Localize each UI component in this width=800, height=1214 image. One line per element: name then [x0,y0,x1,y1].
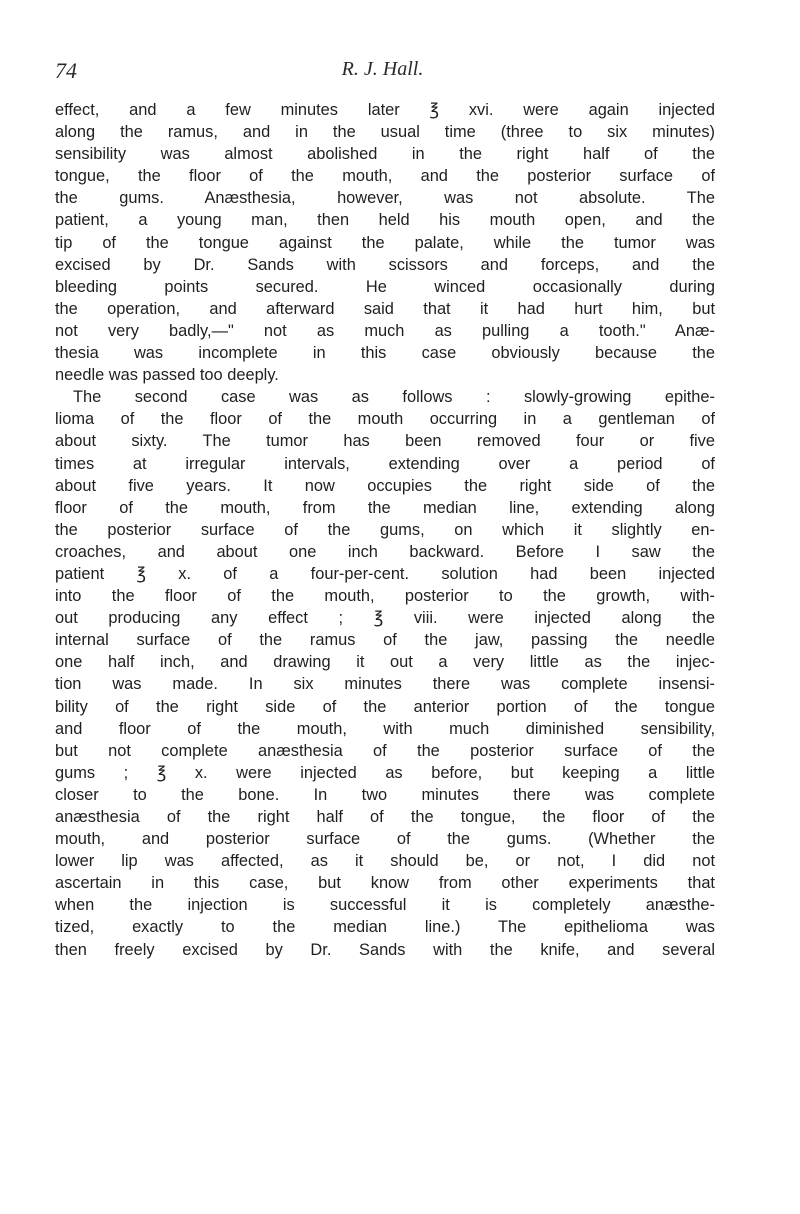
text-line: lioma of the floor of the mouth occurring in a gentleman of [55,410,715,429]
page-number: 74 [55,58,77,83]
text-line: patient ℥ x. of a four-per-cent. solution had been injected [55,564,715,583]
text-line: mouth, and posterior surface of the gums. (Whether the [55,830,715,849]
text-line: tized, exactly to the median line.) The epithelioma was [55,918,715,937]
text-line: not very badly,—" not as much as pulling a tooth." Anæ- [55,321,715,340]
text-line: needle was passed too deeply. [55,366,279,385]
text-line: gums ; ℥ x. were injected as before, but keeping a little [55,763,715,782]
text-line: about five years. It now occupies the right side of the [55,476,715,495]
text-line: tip of the tongue against the palate, while the tumor was [55,233,715,252]
text-line: the gums. Anæsthesia, however, was not absolute. The [55,189,715,208]
body-text [55,99,715,961]
text-line: about sixty. The tumor has been removed four or five [55,432,715,451]
running-head: R. J. Hall. [341,58,424,80]
text-line: floor of the mouth, from the median line, extending along [55,498,715,517]
text-line: the posterior surface of the gums, on which it slightly en- [55,520,715,539]
text-line: bility of the right side of the anterior portion of the tongue [55,697,715,716]
text-line: when the injection is successful it is completely anæsthe- [55,896,715,915]
text-line: closer to the bone. In two minutes there was complete [55,785,715,804]
text-line: lower lip was affected, as it should be, or not, I did not [55,852,715,871]
text-line: croaches, and about one inch backward. Before I saw the [55,542,715,561]
text-line: thesia was incomplete in this case obviously because the [55,344,715,363]
text-line: patient, a young man, then held his mouth open, and the [55,211,715,230]
text-line: sensibility was almost abolished in the right half of the [55,145,715,164]
text-line: and floor of the mouth, with much diminished sensibility, [55,719,715,738]
page-header [55,58,710,88]
text-line: tongue, the floor of the mouth, and the posterior surface of [55,167,715,186]
text-line: The second case was as follows : slowly-growing epithe- [73,388,715,407]
text-line: out producing any effect ; ℥ viii. were injected along the [55,609,715,628]
text-line: the operation, and afterward said that it had hurt him, but [55,299,715,318]
text-line: times at irregular intervals, extending over a period of [55,454,715,473]
text-line: ascertain in this case, but know from other experiments that [55,874,715,893]
text-line: anæsthesia of the right half of the tongue, the floor of the [55,808,715,826]
text-line: but not complete anæsthesia of the posterior surface of the [55,741,715,760]
text-line: effect, and a few minutes later ℥ xvi. were again injected [55,101,715,119]
text-line: into the floor of the mouth, posterior to the growth, with- [55,587,715,606]
text-line: excised by Dr. Sands with scissors and forceps, and the [55,255,715,274]
text-line: along the ramus, and in the usual time (three to six minutes) [55,123,715,142]
text-line: bleeding points secured. He winced occasionally during [55,277,715,296]
text-line: then freely excised by Dr. Sands with the knife, and several [55,940,715,959]
text-line: tion was made. In six minutes there was complete insensi- [55,675,715,694]
text-line: internal surface of the ramus of the jaw, passing the needle [55,631,715,650]
text-line: one half inch, and drawing it out a very little as the injec- [55,653,715,672]
